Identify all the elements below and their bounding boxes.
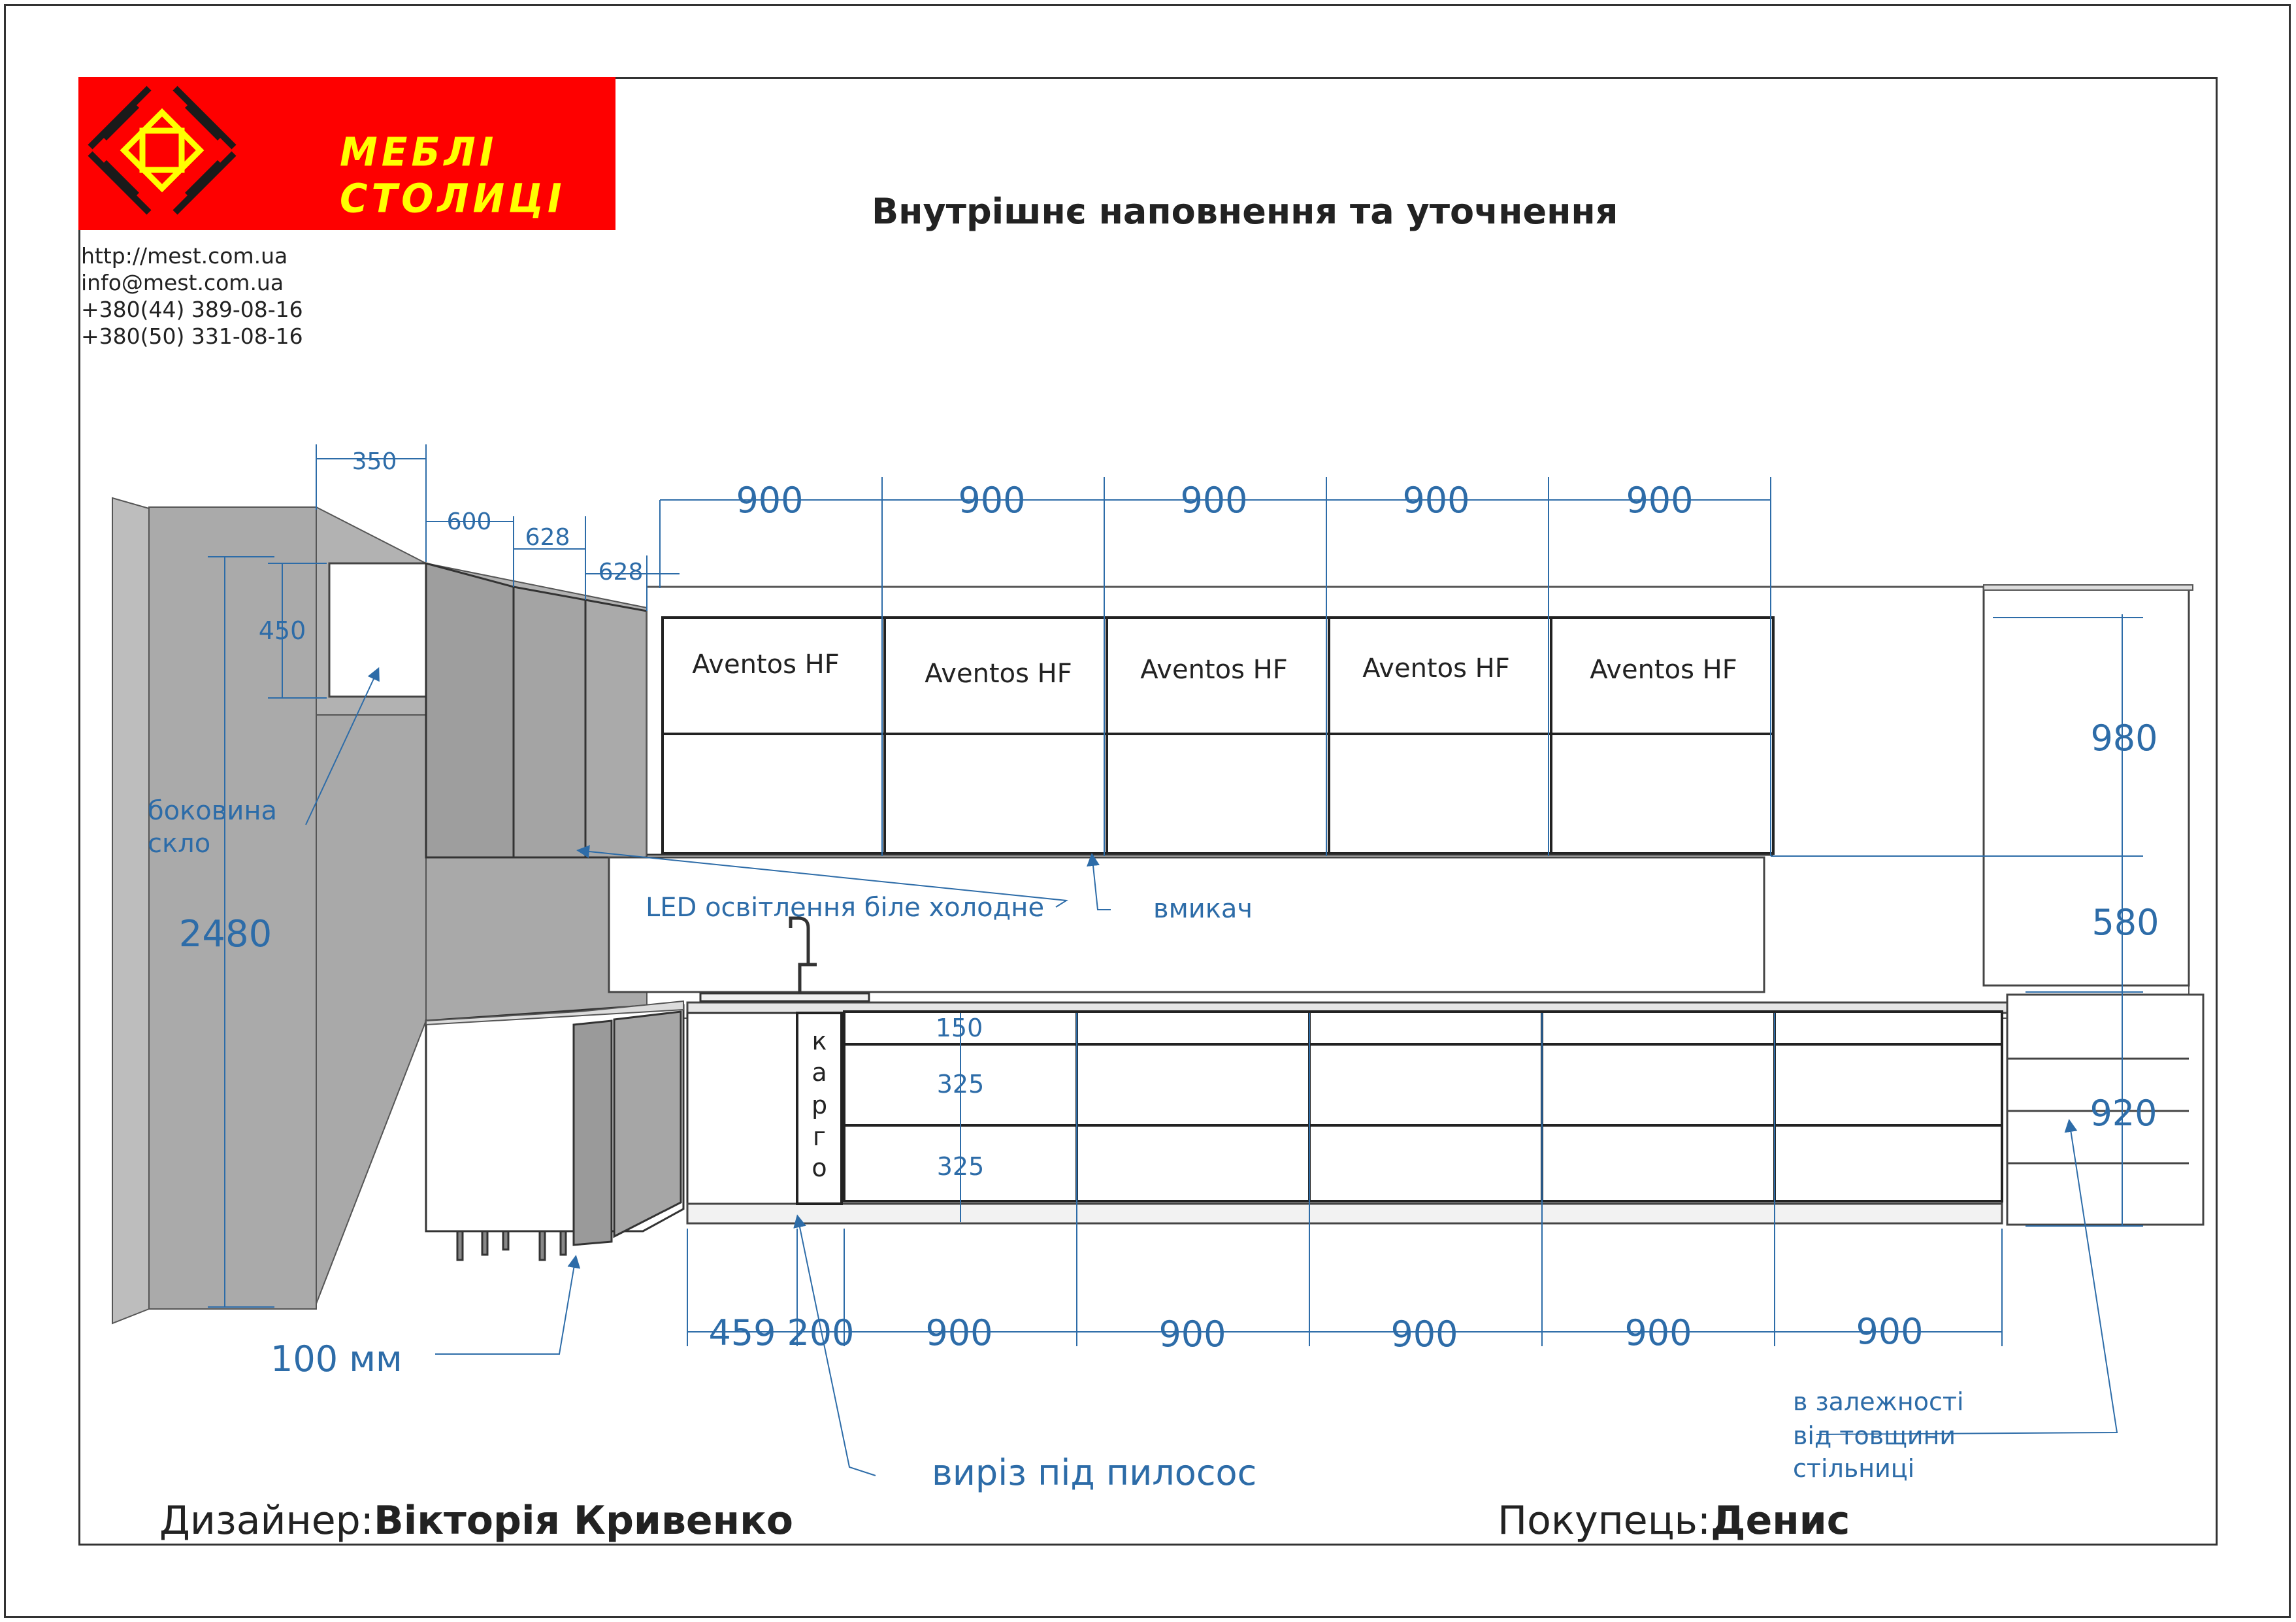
- corner-upper-door-2: [514, 587, 585, 857]
- aventos-label-5: Aventos HF: [1590, 655, 1737, 685]
- cargo-letter-2: а: [812, 1058, 827, 1087]
- column-lower: [316, 715, 426, 1304]
- corner-upper-door-3: [585, 600, 647, 857]
- countertop-note-1: в залежності: [1793, 1387, 1964, 1416]
- base-front-2[interactable]: [1077, 1012, 1309, 1201]
- designer-name: Вікторія Кривенко: [373, 1498, 794, 1544]
- base-front-3[interactable]: [1309, 1012, 1542, 1201]
- side-glass-label-2: скло: [148, 829, 211, 859]
- aventos-label-1: Aventos HF: [692, 650, 840, 680]
- dim-580: 580: [2091, 902, 2159, 943]
- base-drawers: [844, 1012, 2002, 1201]
- upper-dim-4: 900: [1402, 480, 1470, 521]
- countertop-note-2: від товщини: [1793, 1421, 1956, 1450]
- led-label: LED освітлення біле холодне: [646, 893, 1045, 923]
- contact-website[interactable]: http://mest.com.ua: [81, 243, 288, 269]
- corner-upper-door-1: [426, 563, 514, 857]
- dim-628-a: 628: [525, 524, 570, 551]
- bottom-dim-900-4: 900: [1624, 1312, 1692, 1353]
- dim-600: 600: [446, 508, 492, 535]
- contact-email[interactable]: info@mest.com.ua: [81, 270, 284, 295]
- base-front-4[interactable]: [1542, 1012, 1775, 1201]
- lower-front-4[interactable]: [1329, 734, 1551, 853]
- bottom-dim-900-2: 900: [1158, 1314, 1226, 1355]
- left-wall-edge: [112, 498, 149, 1323]
- bottom-dim-200: 200: [787, 1312, 855, 1353]
- glass-side-box: [329, 563, 426, 697]
- contact-phone-1: +380(44) 389-08-16: [81, 297, 303, 322]
- lower-front-5[interactable]: [1551, 734, 1773, 853]
- dim-450: 450: [258, 616, 306, 645]
- upper-dim-1: 900: [736, 480, 804, 521]
- lower-front-2[interactable]: [885, 734, 1107, 853]
- lower-front-1[interactable]: [663, 734, 885, 853]
- contact-phone-2: +380(50) 331-08-16: [81, 323, 303, 349]
- cabinet-legs: [457, 1231, 566, 1260]
- customer-name: Денис: [1711, 1498, 1850, 1544]
- base-front-5[interactable]: [1775, 1012, 2002, 1201]
- cargo-letter-5: о: [812, 1153, 827, 1182]
- bottom-dim-900-3: 900: [1390, 1314, 1458, 1355]
- countertop-note-3: стільниці: [1793, 1454, 1915, 1483]
- designer-label: Дизайнер:: [159, 1498, 374, 1544]
- dim-980: 980: [2090, 718, 2158, 759]
- switch-label: вмикач: [1153, 894, 1253, 924]
- page-title: Внутрішнє наповнення та уточнення: [872, 191, 1618, 232]
- cargo-label: [812, 1027, 827, 1182]
- company-name: МЕБЛІ СТОЛИЦІ: [340, 128, 566, 222]
- dim-2480: 2480: [178, 913, 272, 955]
- corner-base-door-1: [574, 1021, 612, 1245]
- cargo-letter-4: г: [813, 1122, 826, 1151]
- sink: [700, 993, 869, 1001]
- dim-350: 350: [352, 448, 397, 475]
- vacuum-cutout-label: виріз під пилосос: [932, 1452, 1257, 1493]
- aventos-label-2: Aventos HF: [925, 659, 1072, 689]
- bottom-dim-459: 459: [708, 1312, 776, 1353]
- legs-label: 100 мм: [271, 1338, 402, 1380]
- cargo-letter-1: к: [812, 1027, 827, 1055]
- dim-628-b: 628: [598, 559, 644, 586]
- drawer-dim-150: 150: [935, 1014, 983, 1042]
- plinth: [687, 1204, 2002, 1223]
- upper-dim-5: 900: [1626, 480, 1694, 521]
- corner-base-door-2: [614, 1012, 681, 1236]
- lower-front-3[interactable]: [1107, 734, 1329, 853]
- drawer-dim-325-b: 325: [936, 1152, 985, 1181]
- dim-920: 920: [2090, 1093, 2157, 1134]
- customer-label: Покупець:: [1498, 1498, 1711, 1544]
- bottom-dim-900-1: 900: [925, 1312, 993, 1353]
- upper-dim-3: 900: [1180, 480, 1248, 521]
- drawer-dim-325-a: 325: [936, 1070, 985, 1099]
- cargo-letter-3: р: [811, 1091, 828, 1119]
- bottom-dim-900-5: 900: [1856, 1311, 1924, 1352]
- side-glass-label-1: боковина: [148, 796, 278, 826]
- aventos-label-4: Aventos HF: [1362, 654, 1510, 684]
- upper-dim-2: 900: [958, 480, 1026, 521]
- aventos-label-3: Aventos HF: [1140, 655, 1288, 685]
- backsplash: [609, 857, 1764, 992]
